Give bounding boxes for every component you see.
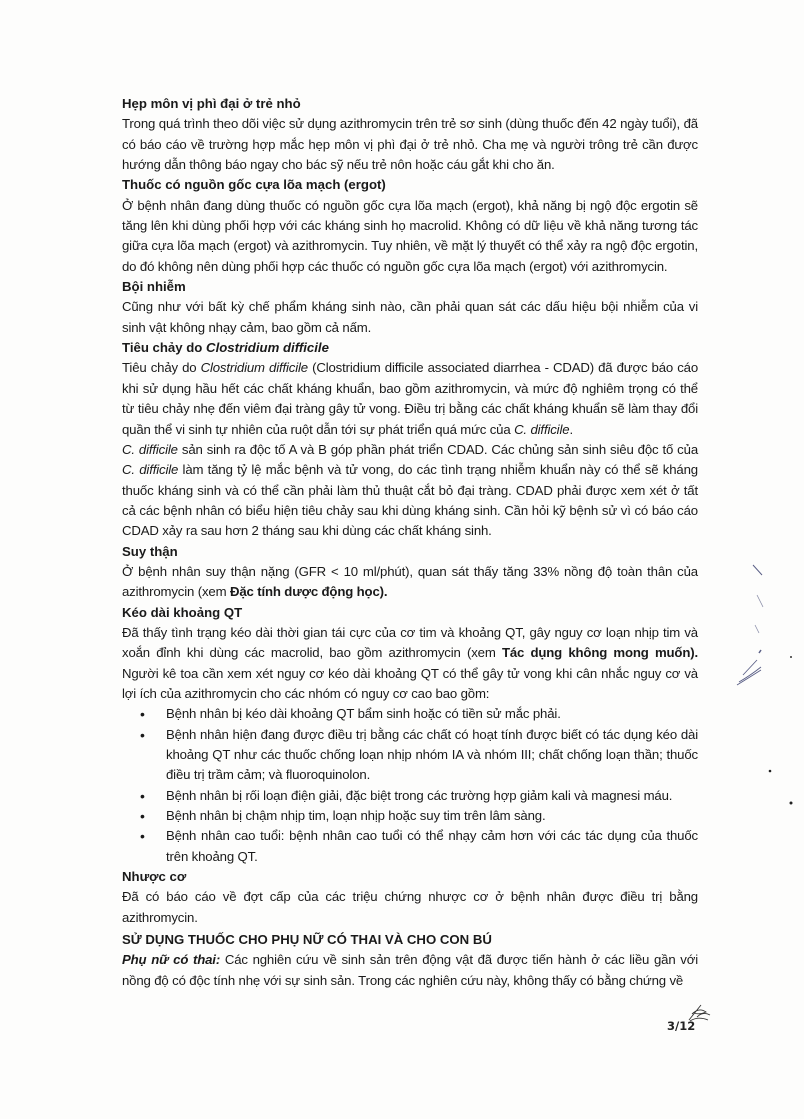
document-page	[122, 94, 698, 991]
list-item: • Bệnh nhân bị chậm nhịp tim, loạn nhịp hoặc suy tim trên lâm sàng.	[166, 806, 698, 826]
text-run-italic: C. difficile	[122, 462, 179, 478]
heading-pyloric-stenosis: Hẹp môn vị phì đại ở trẻ nhỏ	[122, 96, 301, 111]
list-item: • Bệnh nhân hiện đang được điều trị bằng các chất có hoạt tính được biết có tác dụng kéo dài khoảng QT như các thuốc chống loạn nhịp nhóm IA và nhóm III; chất chống loạn thần; thuốc điều trị trầm cảm; và fluoroquinolon.	[166, 725, 698, 786]
list-item: • Bệnh nhân cao tuổi: bệnh nhân cao tuổi có thể nhạy cảm hơn với các tác dụng của thuốc trên khoảng QT.	[166, 826, 698, 867]
page-number: 3/12	[667, 1019, 696, 1033]
text-run-italic: Clostridium difficile	[200, 360, 308, 376]
heading-cdad	[122, 338, 698, 358]
paragraph-pregnancy	[122, 950, 698, 991]
text-run: Các nghiên cứu về sinh sản trên động vật đã được tiến hành ở các liều gần với nồng độ có độc tính nhẹ với sự sinh sản. Trong các nghiên cứu này, không thấy có bằng chứng về	[122, 952, 698, 988]
paragraph-ergot: Ở bệnh nhân đang dùng thuốc có nguồn gốc cựa lõa mạch (ergot), khả năng bị ngộ độc ergotin sẽ tăng lên khi dùng phối hợp với các kháng sinh họ macrolid. Không có dữ liệu về khả năng tương tác giữa cựa lõa mạch (ergot) và azithromycin. Tuy nhiên, về mặt lý thuyết có thể xảy ra ngộ độc ergotin, do đó không nên dùng phối hợp các thuốc có nguồn gốc cựa lõa mạch (ergot) với azithromycin.	[122, 197, 698, 274]
heading-qt: Kéo dài khoảng QT	[122, 604, 243, 620]
heading-ergot: Thuốc có nguồn gốc cựa lõa mạch (ergot)	[122, 177, 386, 193]
text-run-italic: C. difficile	[122, 441, 178, 457]
heading-cdad-prefix: Tiêu chảy do	[122, 340, 207, 356]
paragraph-superinfection: Cũng như với bất kỳ chế phẩm kháng sinh nào, cần phải quan sát các dấu hiệu bội nhiễm của vi sinh vật không nhạy cảm, bao gồm cả nấm.	[122, 299, 698, 335]
text-run: làm tăng tỷ lệ mắc bệnh và tử vong, do các tình trạng nhiễm khuẩn này có thể sẽ kháng thuốc kháng sinh và có thể cần phải làm thủ thuật cắt bỏ đại tràng. CDAD phải được xem xét ở tất cả các bệnh nhân có biểu hiện tiêu chảy sau khi dùng kháng sinh. Cần hỏi kỹ bệnh sử vì có báo cáo CDAD xảy ra sau hơn 2 tháng sau khi dùng các chất kháng sinh.	[122, 462, 698, 539]
text-run: Tiêu chảy do	[122, 360, 201, 376]
text-run-bold: Đặc tính dược động học).	[229, 584, 388, 600]
heading-renal: Suy thận	[122, 543, 178, 559]
text-run: sản sinh ra độc tố A và B góp phần phát triển CDAD. Các chủng sản sinh siêu độc tố của	[177, 441, 698, 457]
list-item: • Bệnh nhân bị kéo dài khoảng QT bẩm sinh hoặc có tiền sử mắc phải.	[166, 704, 698, 724]
heading-cdad-organism: Clostridium difficile	[206, 340, 329, 356]
paragraph-cdad-1	[122, 358, 698, 439]
list-item: • Bệnh nhân bị rối loạn điện giải, đặc biệt trong các trường hợp giảm kali và magnesi máu.	[166, 786, 698, 806]
paragraph-cdad-2	[122, 440, 698, 542]
text-run-italic: C. difficile	[514, 421, 570, 437]
text-run-bold: Tác dụng không mong muốn).	[501, 645, 698, 661]
paragraph-pyloric-stenosis: Trong quá trình theo dõi việc sử dụng azithromycin trên trẻ sơ sinh (dùng thuốc đến 42 ngày tuổi), đã có báo cáo về trường hợp mắc hẹp môn vị phì đại ở trẻ nhỏ. Cha mẹ và người trông trẻ cần được hướng dẫn thông báo ngay cho bác sỹ nếu trẻ nôn hoặc cáu gắt khi cho ăn.	[122, 116, 698, 173]
margin-pen-marks-icon	[735, 555, 795, 805]
paragraph-myasthenia: Đã có báo cáo về đợt cấp của các triệu chứng nhược cơ ở bệnh nhân được điều trị bằng azithromycin.	[122, 889, 698, 925]
text-run: (Clostridium difficile associated diarrhea - CDAD) đã được báo cáo khi sử dụng hầu hết các chất kháng khuẩn, bao gồm azithromycin, và mức độ nghiêm trọng có thể từ tiêu chảy nhẹ đến viêm đại tràng gây tử vong. Điều trị bằng các chất kháng khuẩn sẽ làm thay đổi quần thể vi sinh tự nhiên của ruột dẫn tới sự phát triển quá mức của	[122, 360, 699, 437]
text-run-bold-italic: Phụ nữ có thai:	[122, 952, 221, 968]
paragraph-qt	[122, 623, 698, 704]
heading-superinfection: Bội nhiễm	[122, 279, 186, 295]
paragraph-renal	[122, 562, 698, 603]
text-run: Ở bệnh nhân suy thận nặng (GFR < 10 ml/phút), quan sát thấy tăng 33% nồng độ toàn thân của azithromycin (xem	[122, 563, 698, 600]
text-run: Đã thấy tình trạng kéo dài thời gian tái cực của cơ tim và khoảng QT, gây nguy cơ loạn nhịp tim và xoắn đỉnh khi dùng các macrolid, bao gồm azithromycin (xem	[122, 624, 698, 661]
heading-myasthenia: Nhược cơ	[122, 869, 187, 885]
qt-risk-list	[122, 704, 698, 867]
heading-pregnancy-lactation: SỬ DỤNG THUỐC CHO PHỤ NỮ CÓ THAI VÀ CHO CON BÚ	[122, 932, 492, 948]
text-run: Người kê toa cần xem xét nguy cơ kéo dài khoảng QT có thể gây tử vong khi cân nhắc nguy cơ và lợi ích của azithromycin cho các nhóm có nguy cơ cao bao gồm:	[122, 665, 698, 701]
text-run: .	[569, 421, 573, 437]
